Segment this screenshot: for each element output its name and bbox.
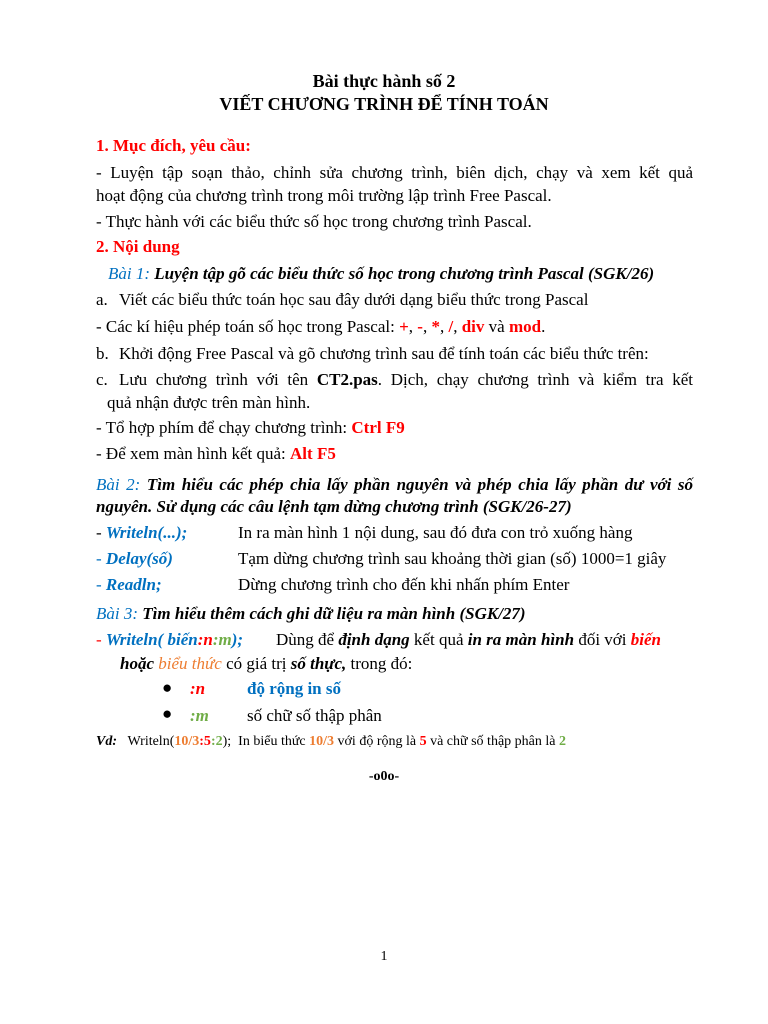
bai2-heading-line2: nguyên. Sử dụng các câu lệnh tạm dừng chương trình (SGK/26-27) — [96, 497, 572, 516]
example-m: :2 — [210, 734, 223, 749]
title-line-1: Bài thực hành số 2 — [312, 71, 456, 91]
command-desc: In ra màn hình 1 nội dung, sau đó đưa con trỏ xuống hàng — [238, 523, 633, 542]
desc-part: đối với — [574, 630, 631, 649]
bai3-label: Bài 3: — [96, 604, 139, 623]
op-sep: , — [408, 317, 418, 336]
command-row — [96, 548, 173, 570]
view-key: Alt F5 — [290, 444, 336, 463]
example-expr: 10/3 — [174, 734, 200, 749]
op-mul: * — [431, 317, 440, 336]
op-intdiv: div — [461, 317, 485, 336]
section1-para1-line1: - Luyện tập soạn thảo, chỉnh sửa chương trình, biên dịch, chạy và xem kết quả — [96, 163, 693, 182]
page-number: 1 — [380, 949, 388, 964]
bullet-dot: ● — [162, 678, 173, 697]
command-row — [96, 574, 162, 596]
title-line-2: VIẾT CHƯƠNG TRÌNH ĐỂ TÍNH TOÁN — [219, 94, 549, 114]
ops-end: . — [541, 317, 546, 336]
bai1-item-a-text: Viết các biểu thức toán học sau đây dưới dạng biểu thức trong Pascal — [119, 290, 589, 309]
example-code-end: ); — [222, 734, 232, 749]
view-prefix: - Để xem màn hình kết quả: — [96, 444, 291, 463]
command-row — [96, 522, 187, 544]
op-sep: , — [422, 317, 432, 336]
bullet-text: số chữ số thập phân — [247, 706, 382, 725]
example-text: In biểu thức — [238, 734, 310, 749]
desc-part: Dùng để — [276, 630, 339, 649]
bai1-item-c-line1 — [119, 369, 693, 391]
desc-emph: định dạng — [338, 630, 410, 649]
bai3-title: Tìm hiểu thêm cách ghi dữ liệu ra màn hình (SGK/27) — [138, 604, 526, 623]
desc-part: có giá trị — [221, 654, 291, 673]
bullet-key: :m — [190, 706, 209, 725]
bai3-desc-line1 — [276, 629, 661, 651]
bai2-title-1: Tìm hiểu các phép chia lấy phần nguyên và phép chia lấy phần dư với số — [140, 475, 693, 494]
bai1-operators — [96, 316, 545, 338]
bai1-item-b-marker: b. — [96, 344, 109, 363]
bullet-text: độ rộng in số — [247, 679, 341, 698]
syntax-m: :m — [212, 630, 232, 649]
bai3-syntax-line — [96, 629, 243, 651]
command-name: Delay(số) — [105, 549, 173, 568]
bai1-title: Luyện tập gõ các biểu thức số học trong chương trình Pascal (SGK/26) — [150, 264, 655, 283]
view-shortcut-line — [96, 443, 336, 465]
op-plus: + — [399, 317, 409, 336]
item-c-pre: Lưu chương trình với tên — [119, 370, 317, 389]
desc-bien: biến — [630, 630, 661, 649]
bai1-label: Bài 1: — [108, 264, 151, 283]
example-label: Vd: — [96, 734, 117, 749]
desc-part: trong đó: — [346, 654, 413, 673]
bullet-dot: ● — [162, 704, 173, 723]
desc-emph: hoặc — [120, 654, 159, 673]
section2-heading: 2. Nội dung — [96, 237, 180, 256]
section1-para2: - Thực hành với các biểu thức số học trong chương trình Pascal. — [96, 212, 532, 231]
desc-emph: in ra màn hình — [467, 630, 575, 649]
bai1-item-c-marker: c. — [96, 370, 108, 389]
example-line — [96, 731, 566, 753]
run-shortcut-line — [96, 417, 405, 439]
example-width: 5 — [419, 734, 427, 749]
example-expr: 10/3 — [309, 734, 335, 749]
command-name: Readln; — [105, 575, 162, 594]
operators-prefix: - Các kí hiệu phép toán số học trong Pascal: — [96, 317, 400, 336]
section1-para1-line2: hoạt động của chương trình trong môi trường lập trình Free Pascal. — [96, 186, 552, 205]
op-minus: - — [417, 317, 423, 336]
command-name: Writeln(...); — [105, 523, 188, 542]
op-mod: mod — [508, 317, 542, 336]
bai1-item-c-line2: quả nhận được trên màn hình. — [107, 393, 311, 412]
example-code: Writeln( — [127, 734, 175, 749]
bai1-item-a-marker: a. — [96, 290, 108, 309]
example-text: với độ rộng là — [334, 734, 420, 749]
filename: CT2.pas — [316, 370, 378, 389]
example-text: và chữ số thập phân là — [426, 734, 559, 749]
syntax-n: :n — [197, 630, 213, 649]
end-mark: -o0o- — [368, 769, 400, 784]
desc-bieu-thuc: biểu thức — [158, 654, 222, 673]
op-and: và — [484, 317, 509, 336]
bai1-heading — [108, 263, 654, 285]
bai3-desc-line2 — [120, 653, 412, 675]
item-c-post: . Dịch, chạy chương trình và kiểm tra kết — [377, 370, 693, 389]
op-div: / — [448, 317, 454, 336]
example-decimals: 2 — [558, 734, 566, 749]
run-prefix: - Tổ hợp phím để chạy chương trình: — [96, 418, 352, 437]
dash: - — [96, 549, 106, 568]
bai3-heading — [96, 603, 526, 625]
dash: - — [96, 523, 106, 542]
desc-part: kết quả — [409, 630, 468, 649]
op-sep: , — [453, 317, 462, 336]
command-desc: Tạm dừng chương trình sau khoảng thời gian (số) 1000=1 giây — [238, 549, 667, 568]
syntax-writeln: Writeln( biến — [105, 630, 198, 649]
run-key: Ctrl F9 — [351, 418, 405, 437]
command-desc: Dừng chương trình cho đến khi nhấn phím Enter — [238, 575, 570, 594]
op-sep: , — [439, 317, 449, 336]
syntax-close: ); — [231, 630, 244, 649]
desc-emph: số thực, — [290, 654, 347, 673]
bai2-label: Bài 2: — [96, 475, 141, 494]
bai1-item-b-text: Khởi động Free Pascal và gõ chương trình sau để tính toán các biểu thức trên: — [119, 344, 649, 363]
section1-heading: 1. Mục đích, yêu cầu: — [96, 136, 251, 155]
dash: - — [96, 630, 106, 649]
bullet-key: :n — [190, 679, 206, 698]
dash: - — [96, 575, 106, 594]
example-n: :5 — [199, 734, 211, 749]
bai2-heading-line1 — [96, 474, 693, 496]
